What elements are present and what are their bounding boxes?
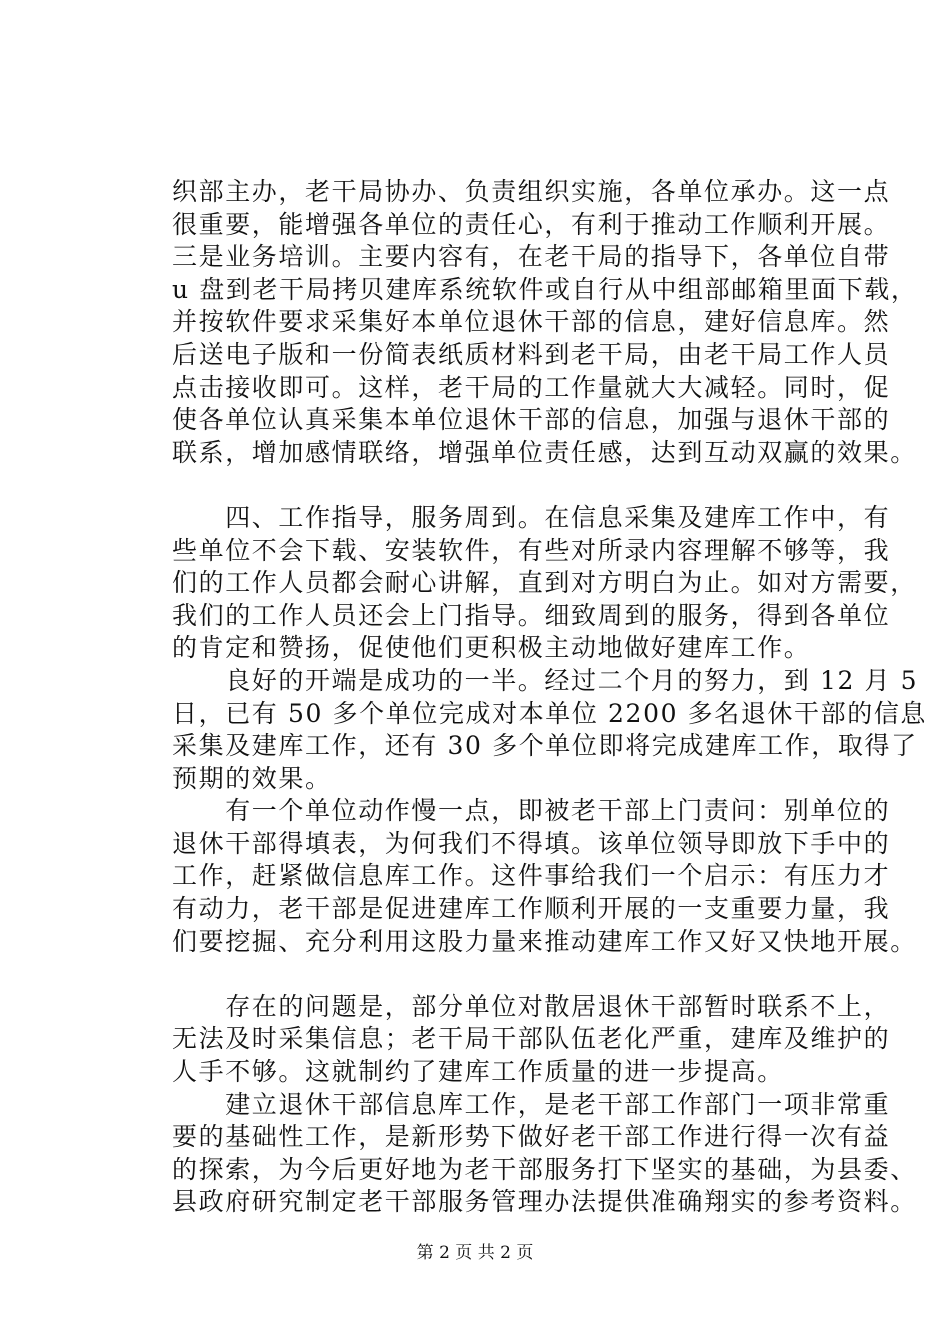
- text-line: 并按软件要求采集好本单位退休干部的信息，建好信息库。然: [172, 307, 891, 337]
- text-line: 县政府研究制定老干部服务管理办法提供准确翔实的参考资料。: [172, 1187, 917, 1217]
- text-line: 采集及建库工作，还有 30 多个单位即将完成建库工作，取得了: [172, 731, 918, 761]
- text-line: 日，已有 50 多个单位完成对本单位 2200 多名退休干部的信息: [172, 698, 928, 728]
- paragraph: [172, 795, 917, 958]
- text-line: 退休干部得填表，为何我们不得填。该单位领导即放下手中的: [172, 828, 891, 858]
- text-line: 有动力，老干部是促进建库工作顺利开展的一支重要力量，我: [172, 894, 891, 924]
- text-line: 些单位不会下载、安装软件，有些对所录内容理解不够等，我: [172, 535, 891, 565]
- text-line: 要的基础性工作，是新形势下做好老干部工作进行得一次有益: [172, 1122, 891, 1152]
- paragraph: [172, 991, 891, 1089]
- text-line: 预期的效果。: [172, 763, 332, 793]
- text-line: 们的工作人员都会耐心讲解，直到对方明白为止。如对方需要，: [172, 568, 917, 598]
- paragraph: [172, 665, 928, 795]
- document-body: [172, 176, 928, 1219]
- page-footer: 第 2 页 共 2 页: [416, 1243, 534, 1263]
- text-line: 工作，赶紧做信息库工作。这件事给我们一个启示：有压力才: [172, 861, 891, 891]
- text-line: 们要挖掘、充分利用这股力量来推动建库工作又好又快地开展。: [172, 926, 917, 956]
- text-line: 很重要，能增强各单位的责任心，有利于推动工作顺利开展。: [172, 209, 891, 239]
- text-line: 的肯定和赞扬，促使他们更积极主动地做好建库工作。: [172, 633, 811, 663]
- paragraph: [172, 502, 917, 665]
- text-line: 良好的开端是成功的一半。经过二个月的努力，到 12 月 5: [172, 665, 919, 695]
- text-line: 四、工作指导，服务周到。在信息采集及建库工作中，有: [172, 502, 891, 532]
- text-line: 点击接收即可。这样，老干局的工作量就大大减轻。同时，促: [172, 372, 891, 402]
- paragraph: [172, 176, 918, 469]
- text-line: 存在的问题是，部分单位对散居退休干部暂时联系不上，: [172, 991, 891, 1021]
- paragraph: [172, 1089, 917, 1219]
- text-line: 有一个单位动作慢一点，即被老干部上门责问：别单位的: [172, 796, 891, 826]
- text-line: u 盘到老干局拷贝建库系统软件或自行从中组部邮箱里面下载，: [172, 274, 918, 304]
- text-line: 使各单位认真采集本单位退休干部的信息，加强与退休干部的: [172, 405, 891, 435]
- text-line: 织部主办，老干局协办、负责组织实施，各单位承办。这一点: [172, 177, 891, 206]
- text-line: 后送电子版和一份简表纸质材料到老干局，由老干局工作人员: [172, 339, 891, 369]
- text-line: 建立退休干部信息库工作，是老干部工作部门一项非常重: [172, 1089, 891, 1119]
- paragraph-gap: [172, 469, 862, 502]
- text-line: 我们的工作人员还会上门指导。细致周到的服务，得到各单位: [172, 600, 891, 630]
- text-line: 三是业务培训。主要内容有，在老干局的指导下，各单位自带: [172, 242, 891, 272]
- paragraph-gap: [172, 958, 862, 991]
- text-line: 人手不够。这就制约了建库工作质量的进一步提高。: [172, 1057, 784, 1087]
- text-line: 的探索，为今后更好地为老干部服务打下坚实的基础，为县委、: [172, 1154, 917, 1184]
- text-line: 无法及时采集信息；老干局干部队伍老化严重，建库及维护的: [172, 1024, 891, 1054]
- text-line: 联系，增加感情联络，增强单位责任感，达到互动双赢的效果。: [172, 437, 917, 467]
